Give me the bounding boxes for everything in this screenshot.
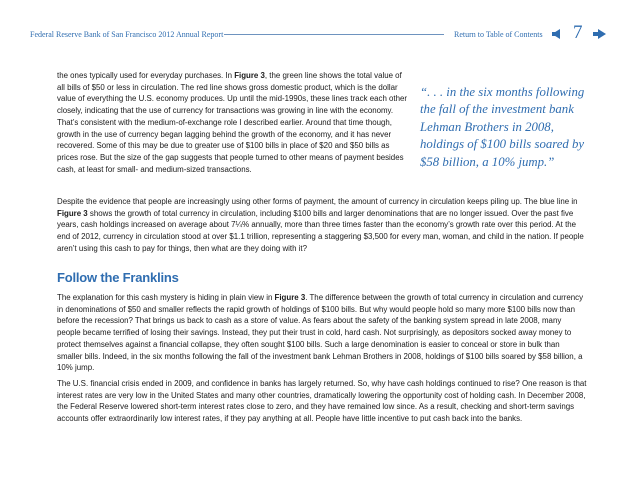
figure-reference: Figure 3 [234,71,265,80]
arrow-left-icon[interactable] [552,29,560,39]
intro-text-2: , the green line shows the total value of all bills of $50 or less in circulation. The red line shows gross domestic product, which is the dollar value of everything the U.S. economy produces. Up until the mid-1990s, these lines track each other closely, indicating that the use of currency for transactions was growing in line with the economy. That’s consistent with the medium-of-exchange role I described earlier. Around that time though, growth in the use of currency began lagging behind the growth of the economy, and it has never recovered. Some of this may be due to greater use of $100 bills in place of $20 and $50 bills as prices rose. But the size of the gap suggests that people turned to other means of payment besides cash, at least for small- and medium-sized transactions. [57,71,408,174]
arrow-right-icon[interactable] [598,29,606,39]
section-heading: Follow the Franklins [57,270,179,285]
publication-title: Federal Reserve Bank of San Francisco 2012 Annual Report [30,30,224,39]
paragraph-text-1: The explanation for this cash mystery is hiding in plain view in [57,293,275,302]
page-number: 7 [573,22,583,43]
paragraph-franklins [57,292,587,374]
paragraph-text-2: shows the growth of total currency in circulation, including $100 bills and larger denominations that are no longer issued. Over the past five years, cash holdings increased on average about 7¼% annually, more than three times faster than the economy’s growth rate over this period. At the end of 2012, currency in circulation stood at over $1.1 trillion, representing a staggering $3,500 for every man, woman, and child in the nation. If people aren’t using this cash to pay for things, then what are they doing with it? [57,208,584,253]
paragraph-text-1: Despite the evidence that people are increasingly using other forms of payment, the amount of currency in circulation keeps piling up. The blue line in [57,197,578,206]
intro-text-1: the ones typically used for everyday purchases. In [57,71,235,80]
return-to-toc-link[interactable]: Return to Table of Contents [454,30,543,39]
figure-reference: Figure 3 [57,208,88,218]
pull-quote: “. . . in the six months following the fall of the investment bank Lehman Brothers in 2008, holdings of $100 bills soared by $58 billion, a 10% jump.” [420,85,585,169]
intro-paragraph [57,70,409,175]
header-divider [224,34,444,35]
paragraph-interest-rates: The U.S. financial crisis ended in 2009, and confidence in banks has largely returned. So, why have cash holdings continued to rise? One reason is that interest rates are very low in the United States and many other countries, dramatically lowering the opportunity cost of holding cash. In December 2008, the Federal Reserve lowered short-term interest rates close to zero, and they have remained low since. As a result, checking and short-term savings accounts offer extraordinarily low interest rates, if they pay anything at all. People have little incentive to put cash back into the banks. [57,379,587,424]
paragraph-currency-growth [57,196,587,255]
figure-reference: Figure 3 [274,293,306,302]
paragraph-text-2: . The difference between the growth of total currency in circulation and currency in denominations of $50 and smaller reflects the rapid growth of holdings of $100 bills. But why would people hold so many more $100 bills now than before the recession? That brings us back to cash as a store of value. As fears about the safety of the banking system spread in late 2008, many people became terrified of losing their savings. Instead, they put their trust in cold, hard cash. Not surprisingly, as depositors socked away money to protect themselves against a financial collapse, they often sought $100 bills. Such a large denomination is easier to conceal or store in bulk than smaller bills. Indeed, in the six months following the fall of the investment bank Lehman Brothers in 2008, holdings of $100 bills soared by $58 billion, a 10% jump. [57,293,584,373]
page-header [0,0,638,70]
